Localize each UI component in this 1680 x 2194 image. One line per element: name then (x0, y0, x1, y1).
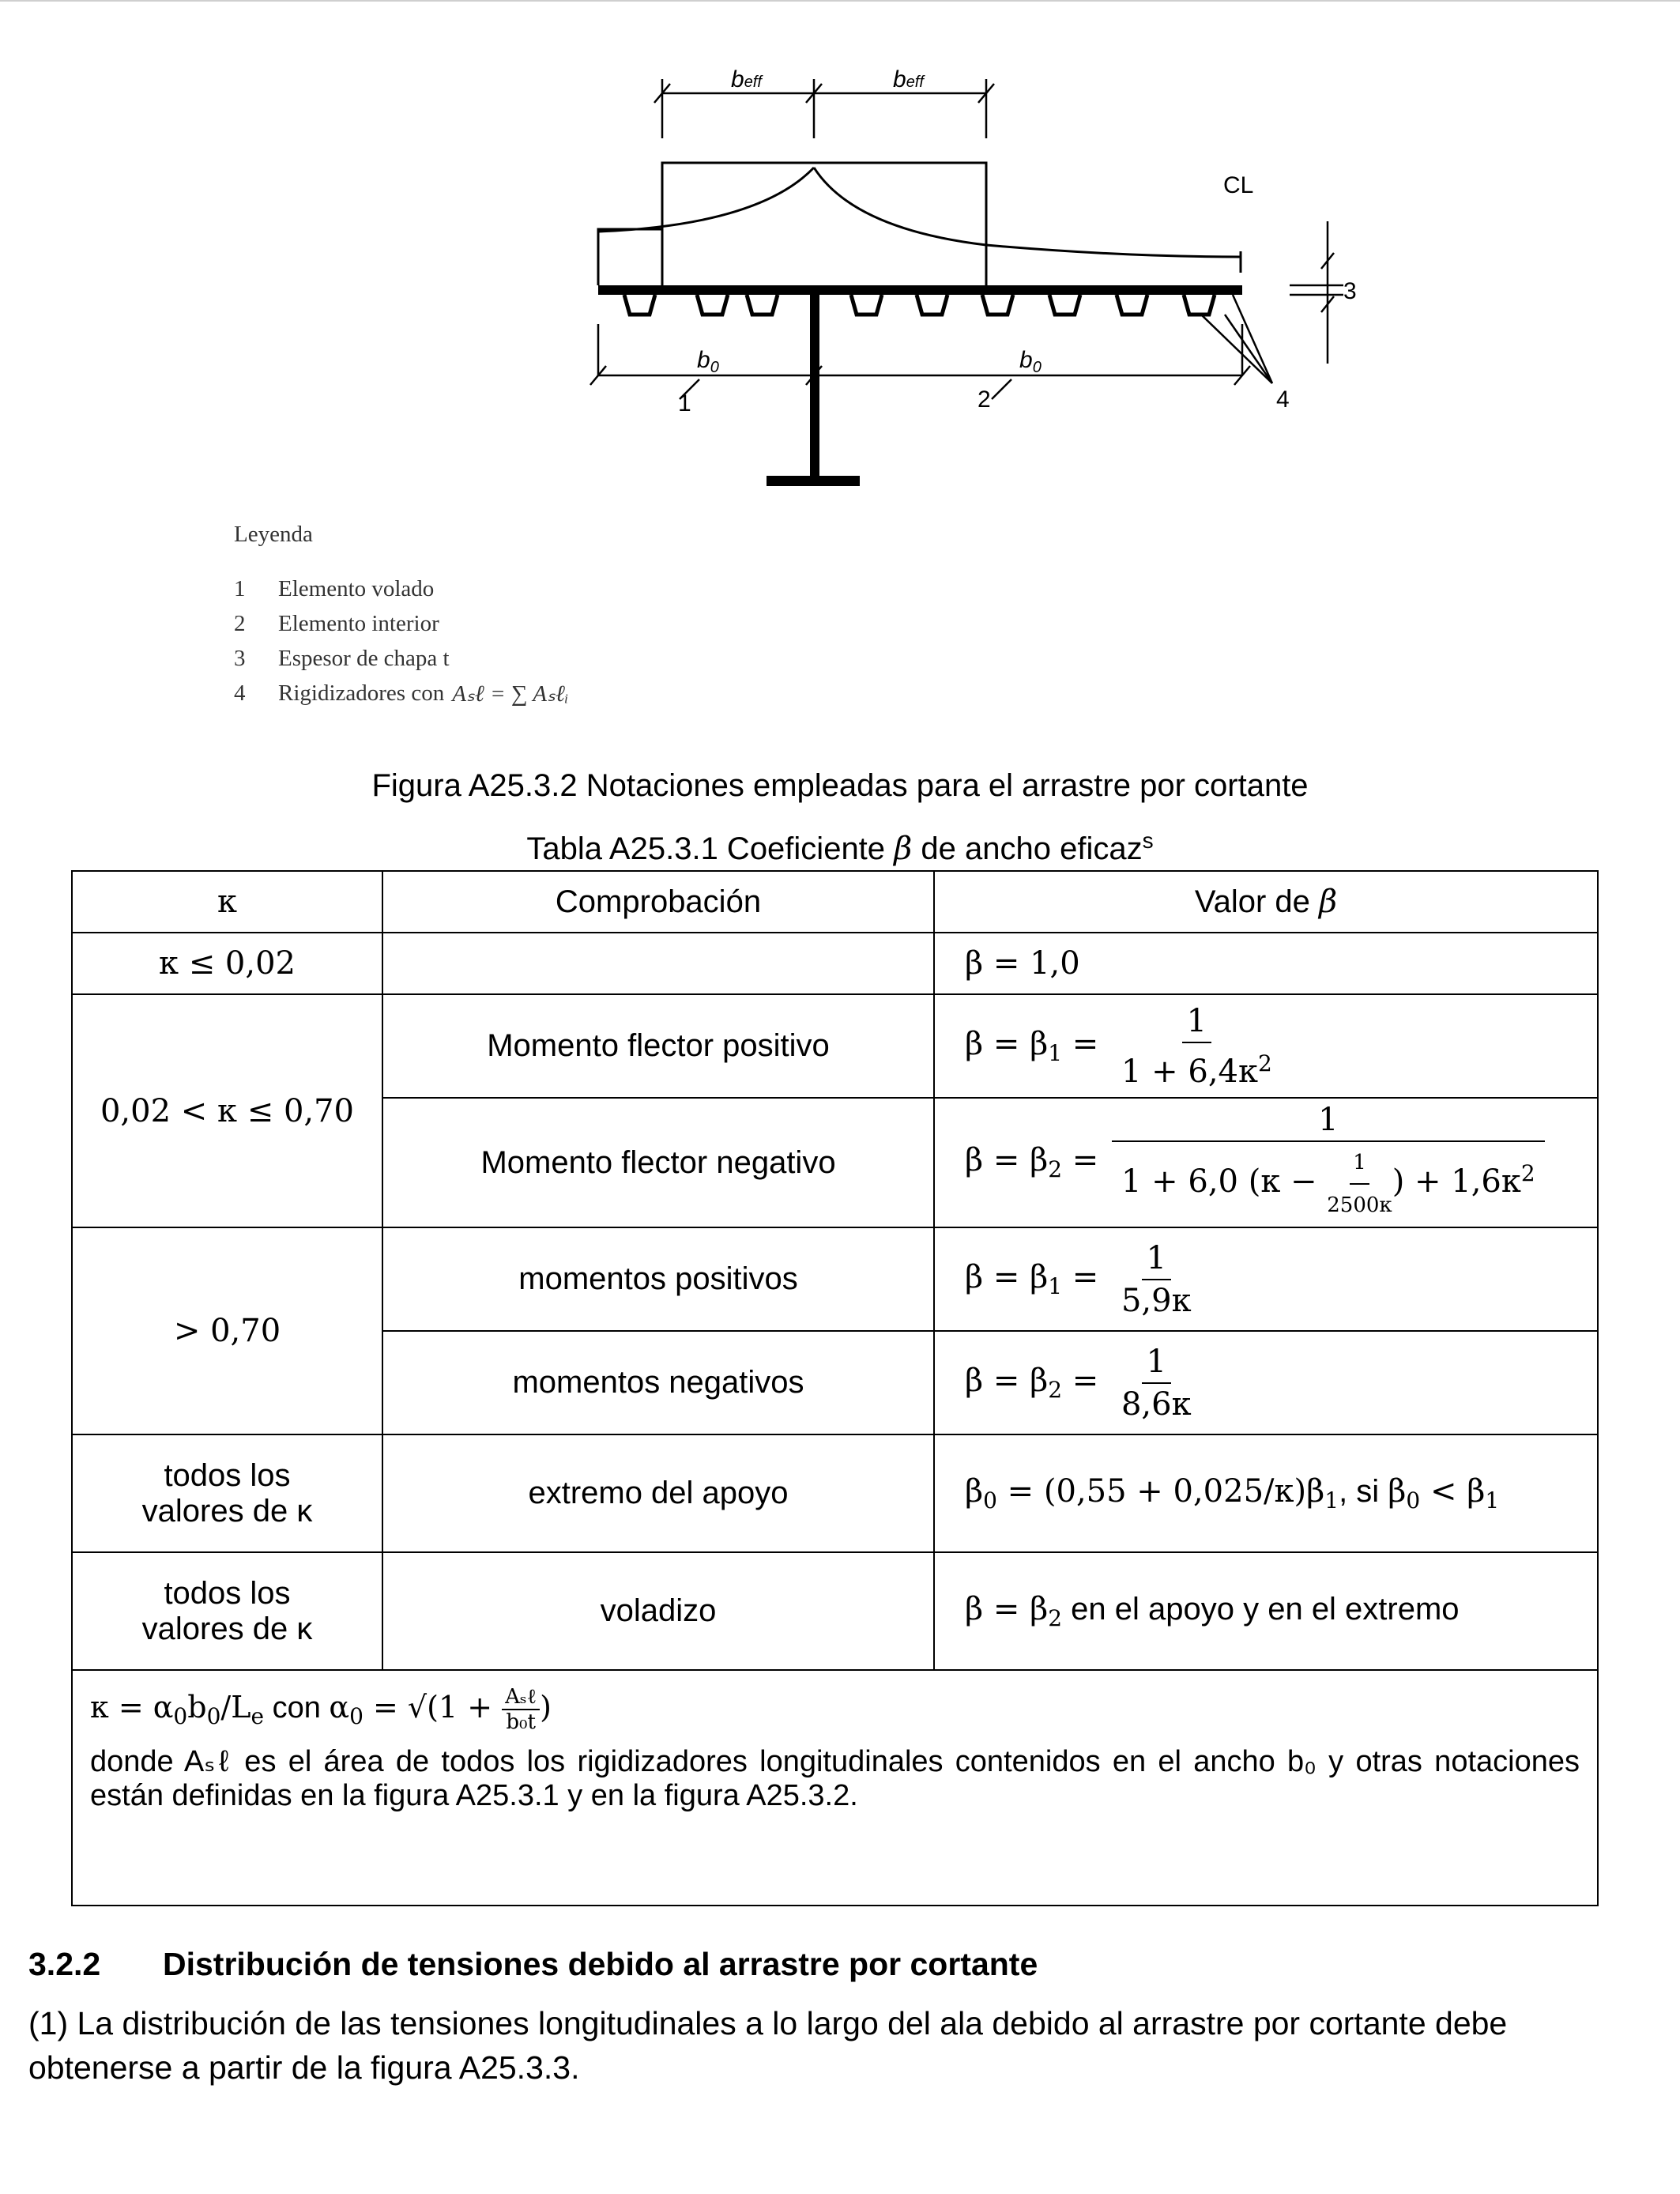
beff-dimension (654, 79, 994, 138)
table-caption-text: Tabla A25.3.1 Coeficiente (526, 831, 895, 866)
cell-kappa (72, 1552, 382, 1670)
stress-block (598, 163, 1241, 285)
legend-num: 4 (234, 680, 246, 706)
cell-check: momentos negativos (382, 1331, 934, 1434)
cell-value: $\beta = \beta_2$ en el apoyo y en el extremo (934, 1552, 1598, 1670)
beff-label-right: beff (893, 66, 924, 92)
stiffeners (624, 295, 1215, 315)
legend-item-4 (234, 676, 568, 711)
cell-kappa (72, 1434, 382, 1552)
table-caption-beta: β (894, 831, 913, 867)
formula-mid: = (0,55 + 0,025/κ)β (996, 1473, 1325, 1510)
formula-beta0-cmp: β (1388, 1473, 1407, 1510)
fraction-numerator: 1 (1112, 1099, 1545, 1142)
cell-check: Momento flector negativo (382, 1098, 934, 1227)
note-close: ) (540, 1690, 552, 1725)
section-number: 3.2.2 (28, 1946, 101, 1982)
cell-kappa-line1: todos los (164, 1457, 291, 1493)
cell-check: extremo del apoyo (382, 1434, 934, 1552)
formula-beta0: β (965, 1473, 984, 1510)
fraction-denominator: 8,6κ (1121, 1385, 1192, 1423)
formula-lhs: β = β (965, 1025, 1049, 1062)
note-L: /L (220, 1690, 251, 1725)
legend-num: 2 (234, 610, 246, 636)
header-value-beta: β (1319, 884, 1338, 920)
note-formula: $\kappa = \alpha_0b_0/L_e$ con $\alpha_0 = √(1$ + Aₛℓ b₀t ) (90, 1685, 552, 1734)
fraction-denominator: 5,9κ (1121, 1282, 1192, 1319)
formula-sub: 1 (1048, 1272, 1063, 1299)
inner-denominator: 2500κ (1327, 1193, 1392, 1217)
table-note-row (72, 1670, 1598, 1906)
table-row (72, 994, 1598, 1098)
top-border (0, 0, 1680, 2)
formula-text: en el apoyo y en el extremo (1062, 1592, 1460, 1627)
fraction (1117, 1001, 1277, 1092)
table-row (72, 933, 1598, 994)
shear-lag-figure (553, 47, 1375, 506)
cell-value: $\beta = \beta_2$ = 1 1 + 6,0 (κ − $\frac{1}{2500\kappa}$ ) + $1,6\kappa^2$ (934, 1098, 1598, 1227)
section-heading (28, 1946, 1038, 1983)
legend-title: Leyenda (234, 522, 313, 547)
table-caption-text-end: de ancho eficaz (912, 831, 1143, 866)
formula-cmp: < β (1420, 1473, 1486, 1510)
note-sqrt: = √(1 + (363, 1690, 503, 1725)
fraction (1117, 1099, 1540, 1226)
cell-kappa-line1: todos los (164, 1575, 291, 1611)
label-2: 2 (977, 386, 991, 413)
legend-text: Elemento interior (278, 610, 439, 636)
formula-lhs: β = β (965, 1142, 1049, 1178)
table-caption-sup: s (1142, 828, 1154, 853)
b0-label-right: $b_0$ (1019, 347, 1042, 376)
fraction-numerator: 1 (1182, 1001, 1211, 1043)
table-row (72, 1552, 1598, 1670)
legend-text: Elemento volado (278, 575, 435, 601)
header-check: Comprobación (382, 871, 934, 933)
table-row (72, 1434, 1598, 1552)
legend-num: 1 (234, 575, 246, 601)
denominator-text-end: ) + 1,6κ (1392, 1163, 1521, 1200)
table-caption (0, 828, 1680, 867)
cell-kappa-line2: valores de κ (141, 1611, 313, 1646)
cell-kappa: > 0,70 (72, 1227, 382, 1434)
fraction-denominator: 1 + 6,0 (κ − $\frac{1}{2500\kappa}$ ) + $1,6\kappa^2$ (1117, 1142, 1540, 1226)
fraction-numerator: 1 (1142, 1341, 1171, 1384)
table-note (72, 1670, 1598, 1906)
fraction-denominator: $1 + 6,4\kappa^2$ (1121, 1050, 1272, 1090)
cell-check: momentos positivos (382, 1227, 934, 1331)
legend-num: 3 (234, 645, 246, 671)
header-kappa: κ (72, 871, 382, 933)
note-alpha: α (329, 1690, 350, 1725)
legend-item-1 (234, 571, 568, 606)
formula-lhs: β = β (965, 1258, 1049, 1295)
denominator-text: 1 + 6,4κ (1121, 1053, 1258, 1090)
label-3: 3 (1343, 278, 1357, 304)
cell-check: voladizo (382, 1552, 934, 1670)
coefficient-table (71, 870, 1599, 1906)
section-title: Distribución de tensiones debido al arrastre por cortante (163, 1946, 1038, 1982)
bottom-flange (767, 476, 860, 486)
body-paragraph: (1) La distribución de las tensiones longitudinales a lo largo del ala debido al arrastre por cortante debe obtenerse a partir de la figura A25.3.3. (28, 2005, 1508, 2086)
formula-sub: 2 (1048, 1156, 1063, 1182)
legend (234, 522, 568, 711)
inner-numerator: 1 (1350, 1142, 1369, 1185)
cell-value: $\beta = \beta_2$ = $\frac{1}{8,6\kappa}$ (934, 1331, 1598, 1434)
fraction-numerator: 1 (1142, 1238, 1171, 1280)
b0-dimension (590, 324, 1250, 399)
cell-value: $\beta_0 = (0,55 + 0,025/\kappa)\beta_1$, si $\beta_0 < \beta_1$ (934, 1434, 1598, 1552)
label-4: 4 (1276, 386, 1290, 413)
formula-sub: 1 (1048, 1039, 1063, 1066)
legend-item-2 (234, 606, 568, 641)
cell-kappa-line2: valores de κ (141, 1493, 313, 1529)
beff-label-left: beff (731, 66, 762, 92)
fraction (1117, 1238, 1196, 1321)
formula-lhs: β = β (965, 1591, 1049, 1627)
note-text: donde Aₛℓ es el área de todos los rigidizadores longitudinales contenidos en el ancho b₀ y otras notaciones están definidas en la figura A25.3.1 y en la figura A25.3.2. (90, 1745, 1580, 1812)
thickness-dimension (1290, 221, 1343, 364)
b0-label-left: $b_0$ (697, 347, 719, 376)
inner-fraction (1327, 1142, 1392, 1226)
legend-item-3 (234, 641, 568, 676)
cell-value: $\beta = \beta_1$ = $\frac{1}{5,9\kappa}$ (934, 1227, 1598, 1331)
note-kappa: κ = α (90, 1690, 174, 1725)
header-value-text: Valor de (1194, 884, 1319, 919)
denominator-text: 1 + 6,0 (κ − (1121, 1163, 1328, 1200)
legend-text: Espesor de chapa t (278, 645, 450, 671)
note-b: b (187, 1690, 207, 1725)
cl-label: CL (1223, 172, 1254, 198)
cell-kappa: κ ≤ 0,02 (72, 933, 382, 994)
note-fraction-den: b₀t (506, 1710, 536, 1734)
cell-check-empty (382, 933, 934, 994)
table-header-row (72, 871, 1598, 933)
cell-value: β = 1,0 (934, 933, 1598, 994)
figure-caption: Figura A25.3.2 Notaciones empleadas para el arrastre por cortante (371, 768, 1309, 803)
web (810, 295, 819, 481)
header-value (934, 871, 1598, 933)
fraction (1117, 1341, 1196, 1425)
formula-sub: 2 (1048, 1376, 1063, 1403)
legend-text: Rigidizadores con (278, 680, 445, 706)
flange-plate (598, 285, 1242, 295)
table-row (72, 1227, 1598, 1331)
note-fraction (502, 1685, 540, 1734)
note-con: con (264, 1691, 330, 1725)
note-fraction-num: Aₛℓ (502, 1685, 540, 1710)
label-1: 1 (678, 390, 691, 417)
cell-value: $\beta = \beta_1$ = $\frac{1}{1 + 6,4\kappa^2}$ (934, 994, 1598, 1098)
formula-lhs: β = β (965, 1362, 1049, 1399)
cell-check: Momento flector positivo (382, 994, 934, 1098)
cell-kappa: 0,02 < κ ≤ 0,70 (72, 994, 382, 1227)
legend-formula: Aₛℓ = ∑ Aₛℓᵢ (452, 680, 569, 707)
formula-si: , si (1339, 1474, 1388, 1509)
shear-lag-diagram (553, 47, 1375, 506)
